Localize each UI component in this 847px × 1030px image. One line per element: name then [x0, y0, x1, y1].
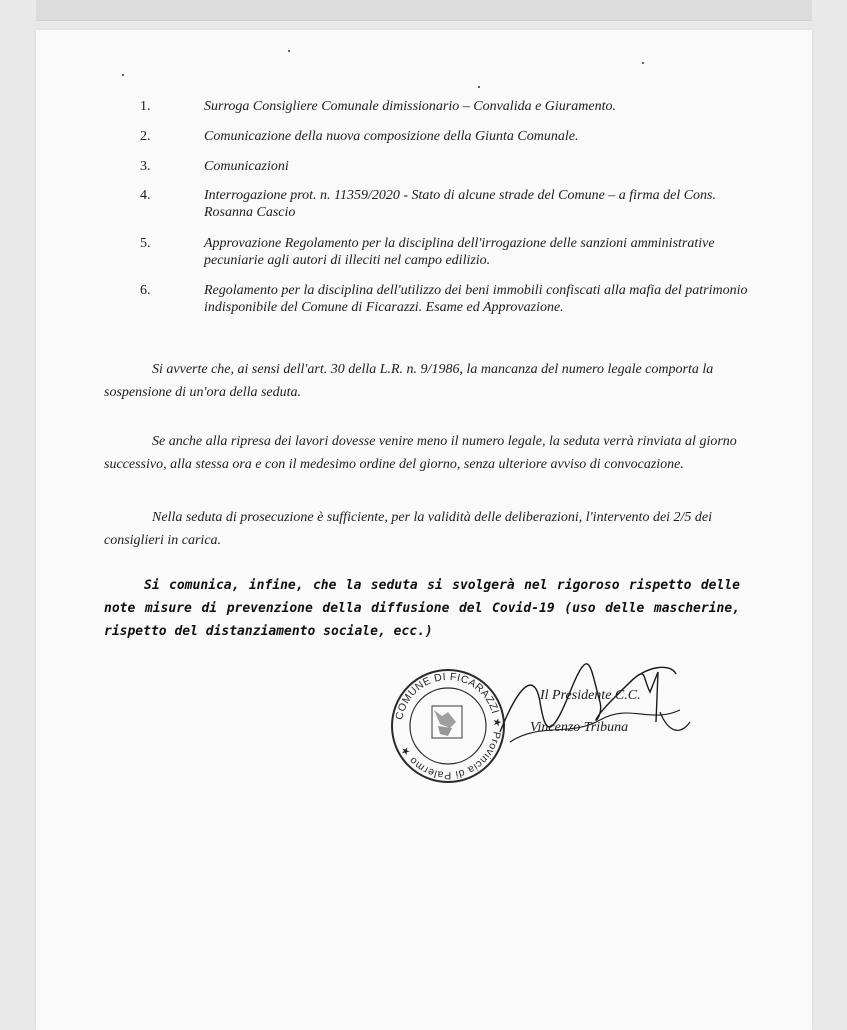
- agenda-item-3: [140, 158, 750, 175]
- viewer-top-bar: [36, 0, 812, 21]
- agenda-item-4: [140, 187, 750, 221]
- paragraph-postponement-text: Se anche alla ripresa dei lavori dovesse venire meno il numero legale, la seduta verrà rinviata al giorno successivo, alla stessa ora e con il medesimo ordine del giorno, senza ulteriore avviso di convocazione.: [104, 434, 737, 472]
- agenda-item-text: Interrogazione prot. n. 11359/2020 - Stato di alcune strade del Comune – a firma del Cons. Rosanna Cascio: [204, 188, 717, 220]
- paragraph-continuation: [104, 506, 740, 552]
- signatory-name: Vincenzo Tribuna: [530, 720, 629, 735]
- agenda-item-5: [140, 235, 750, 269]
- agenda-item-text: Surroga Consigliere Comunale dimissionario – Convalida e Giuramento.: [204, 99, 616, 114]
- paragraph-postponement: [104, 430, 740, 476]
- agenda-item-number: 4.: [140, 188, 151, 203]
- agenda-item-text: Comunicazioni: [204, 159, 289, 174]
- agenda-item-number: 3.: [140, 159, 151, 174]
- agenda-item-6: [140, 282, 750, 316]
- paragraph-covid-notice: [104, 574, 740, 643]
- agenda-item-text: Regolamento per la disciplina dell'utilizzo dei beni immobili confiscati alla mafia del patrimonio indisponibile del Comune di Ficarazzi. Esame ed Approvazione.: [204, 283, 748, 315]
- scan-speck: [288, 50, 290, 52]
- agenda-item-2: [140, 128, 750, 145]
- seal-lettering: COMUNE DI FICARAZZI ★ Provincia di Palermo ★: [393, 670, 504, 782]
- agenda-list: [140, 98, 750, 316]
- agenda-item-text: Approvazione Regolamento per la disciplina dell'irrogazione delle sanzioni amministrative pecuniarie agli autori di illeciti nel campo edilizio.: [204, 236, 715, 268]
- agenda-item-text: Comunicazione della nuova composizione della Giunta Comunale.: [204, 129, 579, 144]
- scan-speck: [642, 62, 644, 64]
- agenda-item-number: 2.: [140, 129, 151, 144]
- paragraph-quorum: [104, 358, 740, 404]
- handwritten-signature: [480, 662, 700, 752]
- signatory-title: Il Presidente C.C.: [540, 688, 641, 703]
- agenda-item-number: 5.: [140, 236, 151, 251]
- agenda-item-1: [140, 98, 750, 115]
- agenda-item-number: 6.: [140, 283, 151, 298]
- scan-speck: [122, 74, 124, 76]
- agenda-item-number: 1.: [140, 99, 151, 114]
- scan-speck: [478, 86, 480, 88]
- paragraph-covid-text: Si comunica, infine, che la seduta si svolgerà nel rigoroso rispetto delle note misure di prevenzione della diffusione del Covid-19 (uso delle mascherine, rispetto del distanziamento sociale, ecc.): [104, 578, 740, 639]
- paragraph-continuation-text: Nella seduta di prosecuzione è sufficiente, per la validità delle deliberazioni, l'intervento dei 2/5 dei consiglieri in carica.: [104, 510, 713, 548]
- paragraph-quorum-text: Si avverte che, ai sensi dell'art. 30 della L.R. n. 9/1986, la mancanza del numero legale comporta la sospensione di un'ora della seduta.: [104, 362, 714, 400]
